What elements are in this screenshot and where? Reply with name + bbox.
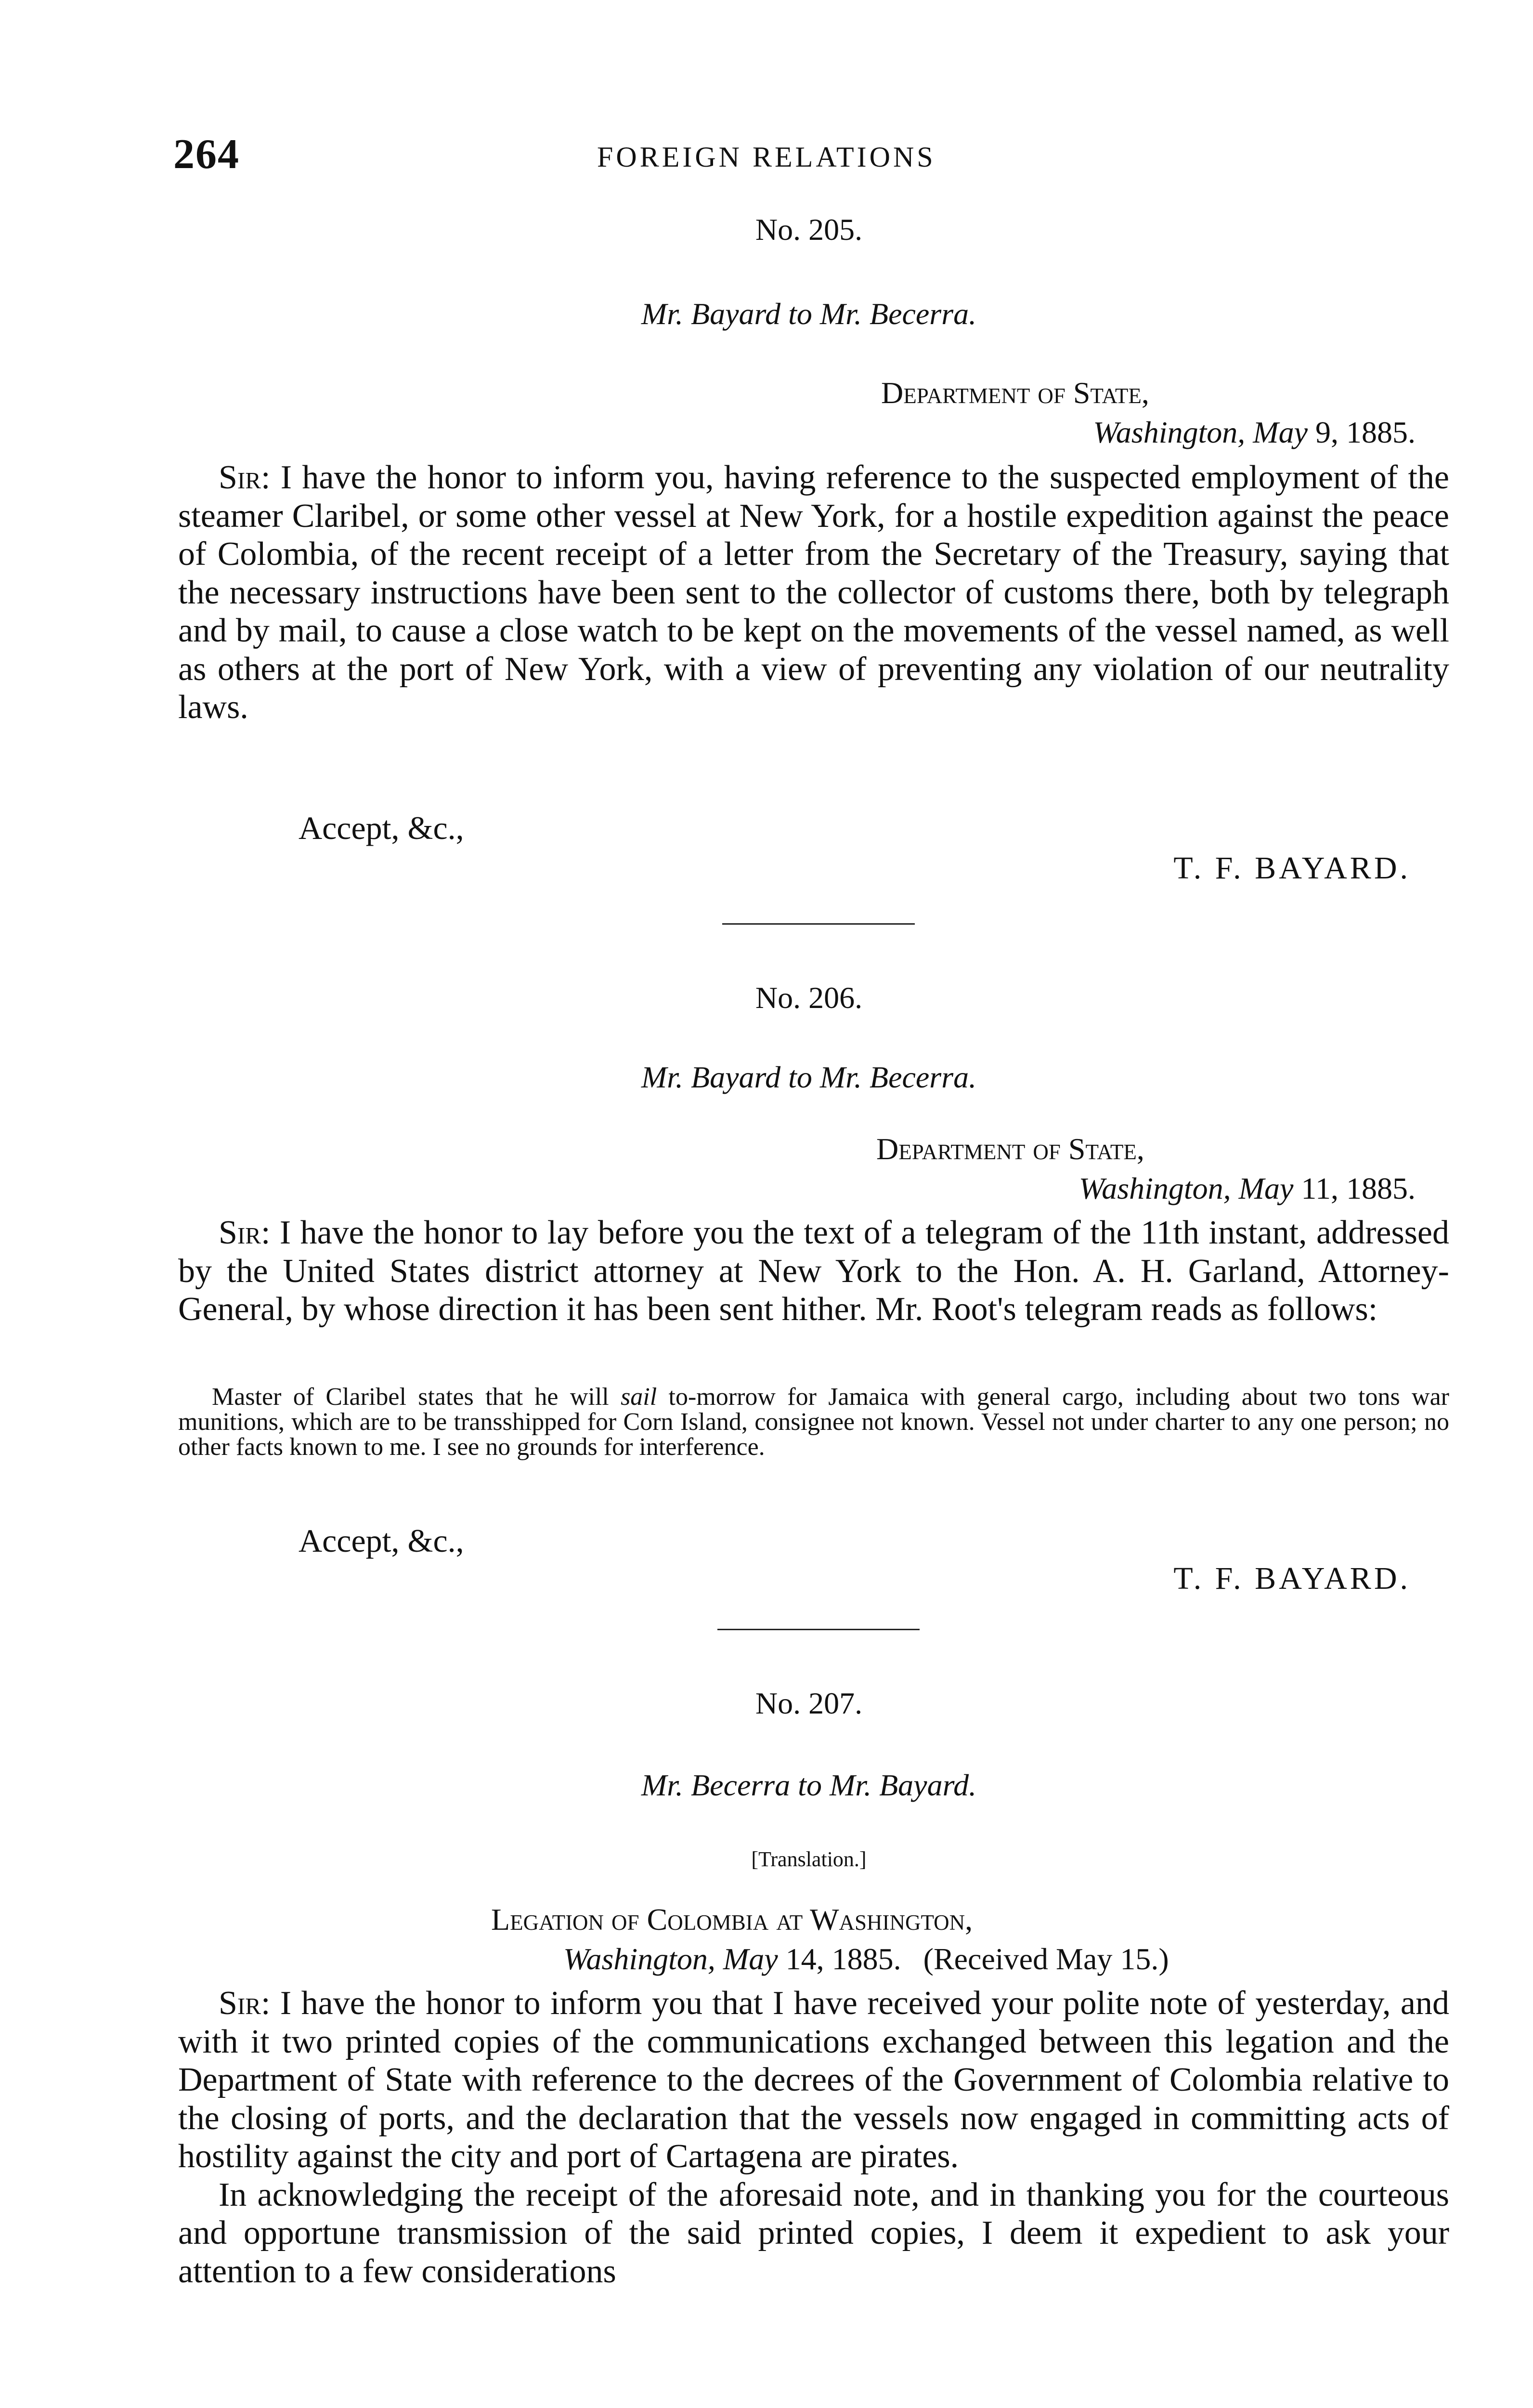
date: 11, 1885. (1301, 1171, 1416, 1205)
translation-note: [Translation.] (751, 1847, 867, 1871)
divider (717, 1629, 920, 1630)
signature: T. F. BAYARD. (1173, 1561, 1411, 1596)
place: Washington, (1093, 415, 1246, 449)
salutation: Sir (219, 459, 261, 496)
date-line (178, 1939, 1449, 1979)
place: Washington, (1078, 1171, 1231, 1205)
letter-dateline (178, 373, 1449, 452)
letter-correspondents: Mr. Bayard to Mr. Becerra. (641, 297, 977, 331)
letter-correspondents: Mr. Becerra to Mr. Bayard. (641, 1768, 977, 1802)
date: 14, 1885. (785, 1942, 901, 1976)
month: May (1253, 415, 1308, 449)
closing: Accept, &c., (299, 1522, 464, 1559)
body-text: : I have the honor to lay before you the text of a telegram of the 11th instant, addressed by the United States district attorney at New York to the Hon. A. H. Garland, Attorney-General, by whose direction it has been sent hither. Mr. Root's telegram reads as follows: (178, 1214, 1449, 1328)
date: 9, 1885. (1315, 415, 1416, 449)
letter-body (178, 458, 1449, 727)
letter-number: No. 206. (755, 981, 863, 1015)
date-line (178, 413, 1449, 452)
salutation: Sir (219, 1214, 261, 1251)
month: May (1238, 1171, 1294, 1205)
letter-dateline (178, 1900, 1449, 1979)
quote-text: to-morrow for Jamaica with general cargo, including about two tons war munitions, which are to be transshipped for Corn Island, consignee not known. Vessel not under charter to any one person; no other facts known to me. I see no grounds for interference. (178, 1383, 1449, 1461)
letter-body (178, 1984, 1449, 2290)
department: Department of State, (876, 1132, 1144, 1166)
letter-number: No. 207. (755, 1686, 863, 1720)
body-text: : I have the honor to inform you that I have received your polite note of yesterday, and with it two printed copies of the communications exchanged between this legation and the Department of State with reference to the decrees of the Government of Colombia relative to the closing of ports, and the declaration that the vessels now engaged in committing acts of hostility against the city and port of Cartagena are pirates. (178, 1985, 1449, 2175)
department: Department of State, (881, 376, 1149, 410)
closing: Accept, &c., (299, 810, 464, 846)
page-header (173, 130, 1449, 183)
letter-body (178, 1214, 1449, 1329)
month: May (723, 1942, 778, 1976)
body-paragraph: In acknowledging the receipt of the aforesaid note, and in thanking you for the courteous and opportune transmission of the said printed copies, I deem it expedient to ask your attention to a few considerations (178, 2176, 1449, 2290)
signature: T. F. BAYARD. (1173, 851, 1411, 886)
quote-text: Master of Claribel states that he will (212, 1383, 621, 1411)
department: Legation of Colombia at Washington, (491, 1902, 973, 1937)
running-head: FOREIGN RELATIONS (597, 141, 936, 173)
quote-emphasis: sail (621, 1383, 657, 1411)
date-line (178, 1169, 1449, 1208)
letter-number: No. 205. (755, 212, 863, 247)
letter-correspondents: Mr. Bayard to Mr. Becerra. (641, 1060, 977, 1094)
letter-dateline (178, 1129, 1449, 1208)
salutation: Sir (219, 1985, 261, 2022)
received-note: (Received May 15.) (923, 1942, 1169, 1976)
divider (722, 923, 915, 925)
page-number: 264 (173, 131, 240, 178)
place: Washington, (563, 1942, 715, 1976)
telegram-quote (178, 1385, 1449, 1460)
body-text: : I have the honor to inform you, having reference to the suspected employment of the steamer Claribel, or some other vessel at New York, for a hostile expedition against the peace of Colombia, of the recent receipt of a letter from the Secretary of the Treasury, saying that the necessary instructions have been sent to the collector of customs there, both by telegraph and by mail, to cause a close watch to be kept on the movements of the vessel named, as well as others at the port of New York, with a view of preventing any violation of our neutrality laws. (178, 459, 1449, 726)
